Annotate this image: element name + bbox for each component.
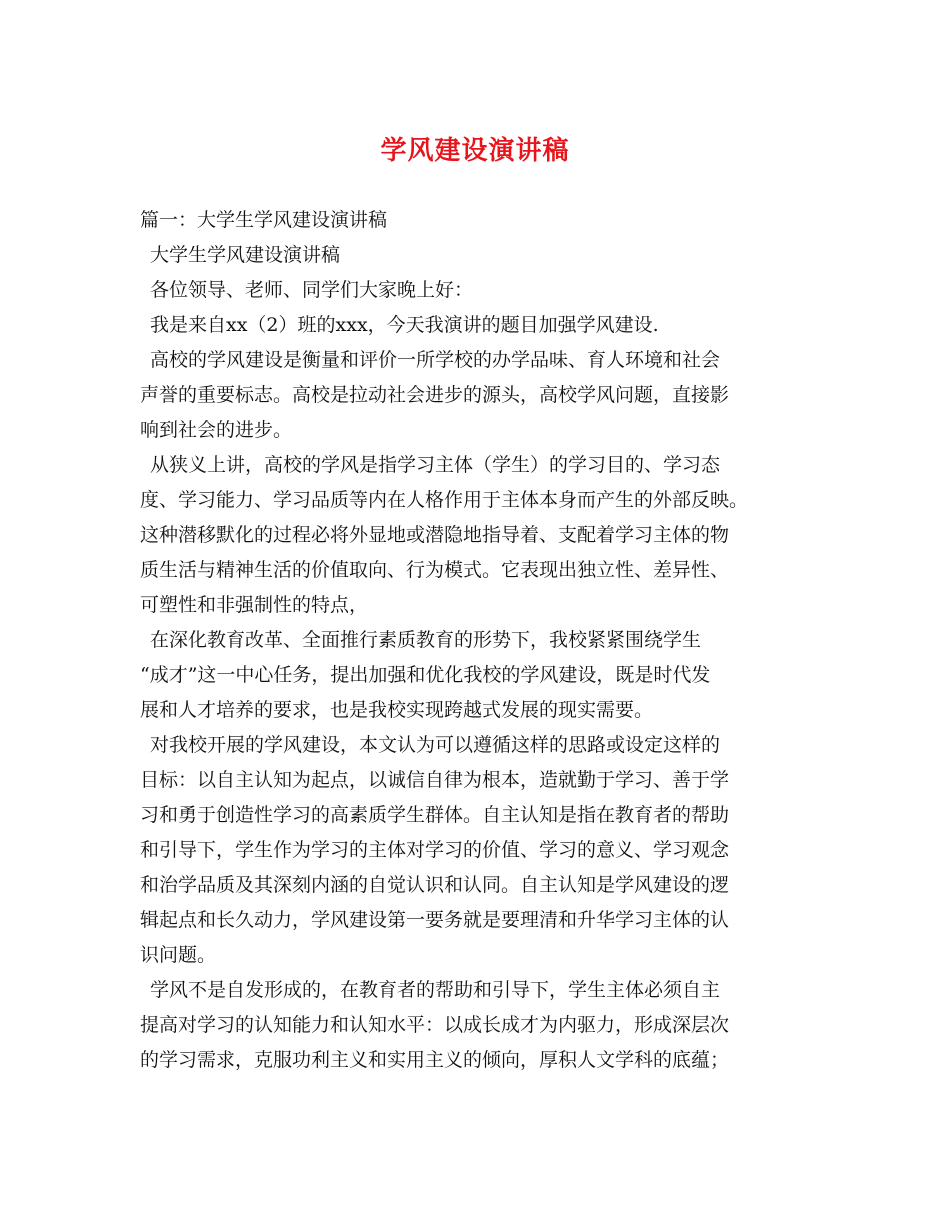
text-line: 我是来自xx（2）班的xxx，今天我演讲的题目加强学风建设.	[150, 314, 659, 336]
text-line: 声誉的重要标志。高校是拉动社会进步的源头，高校学风问题，直接影	[140, 384, 730, 406]
text-line: 和治学品质及其深刻内涵的自觉认识和认同。自主认知是学风建设的逻	[140, 874, 730, 896]
text-line: 质生活与精神生活的价值取向、行为模式。它表现出独立性、差异性、	[140, 559, 730, 581]
text-line: 提高对学习的认知能力和认知水平：以成长成才为内驱力，形成深层次	[140, 1014, 730, 1036]
text-line: 的学习需求，克服功利主义和实用主义的倾向，厚积人文学科的底蕴；	[140, 1049, 730, 1071]
text-line: 对我校开展的学风建设，本文认为可以遵循这样的思路或设定这样的	[150, 734, 721, 756]
document-body	[140, 203, 820, 1078]
text-line: 高校的学风建设是衡量和评价一所学校的办学品味、育人环境和社会	[150, 349, 721, 371]
text-line: 篇一：大学生学风建设演讲稿	[140, 209, 388, 231]
text-line: 辑起点和长久动力，学风建设第一要务就是要理清和升华学习主体的认	[140, 909, 730, 931]
text-line: 在深化教育改革、全面推行素质教育的形势下，我校紧紧围绕学生	[150, 629, 702, 651]
text-line: 可塑性和非强制性的特点，	[140, 594, 369, 616]
text-line: 从狭义上讲，高校的学风是指学习主体（学生）的学习目的、学习态	[150, 454, 721, 476]
text-line: 识问题。	[140, 944, 217, 966]
text-line: 目标：以自主认知为起点，以诚信自律为根本，造就勤于学习、善于学	[140, 769, 730, 791]
text-line: 展和人才培养的要求，也是我校实现跨越式发展的现实需要。	[140, 699, 654, 721]
text-line: 各位领导、老师、同学们大家晚上好：	[150, 279, 474, 301]
text-line: 大学生学风建设演讲稿	[150, 244, 341, 266]
text-line: “成才”这一中心任务，提出加强和优化我校的学风建设，既是时代发	[140, 664, 711, 686]
text-line: 响到社会的进步。	[140, 419, 293, 441]
document-title: 学风建设演讲稿	[380, 136, 570, 166]
text-line: 学风不是自发形成的，在教育者的帮助和引导下，学生主体必须自主	[150, 979, 721, 1001]
text-line: 和引导下，学生作为学习的主体对学习的价值、学习的意义、学习观念	[140, 839, 730, 861]
text-line: 这种潜移默化的过程必将外显地或潜隐地指导着、支配着学习主体的物	[140, 524, 730, 546]
text-line: 习和勇于创造性学习的高素质学生群体。自主认知是指在教育者的帮助	[140, 804, 730, 826]
text-line: 度、学习能力、学习品质等内在人格作用于主体本身而产生的外部反映。	[140, 489, 749, 511]
